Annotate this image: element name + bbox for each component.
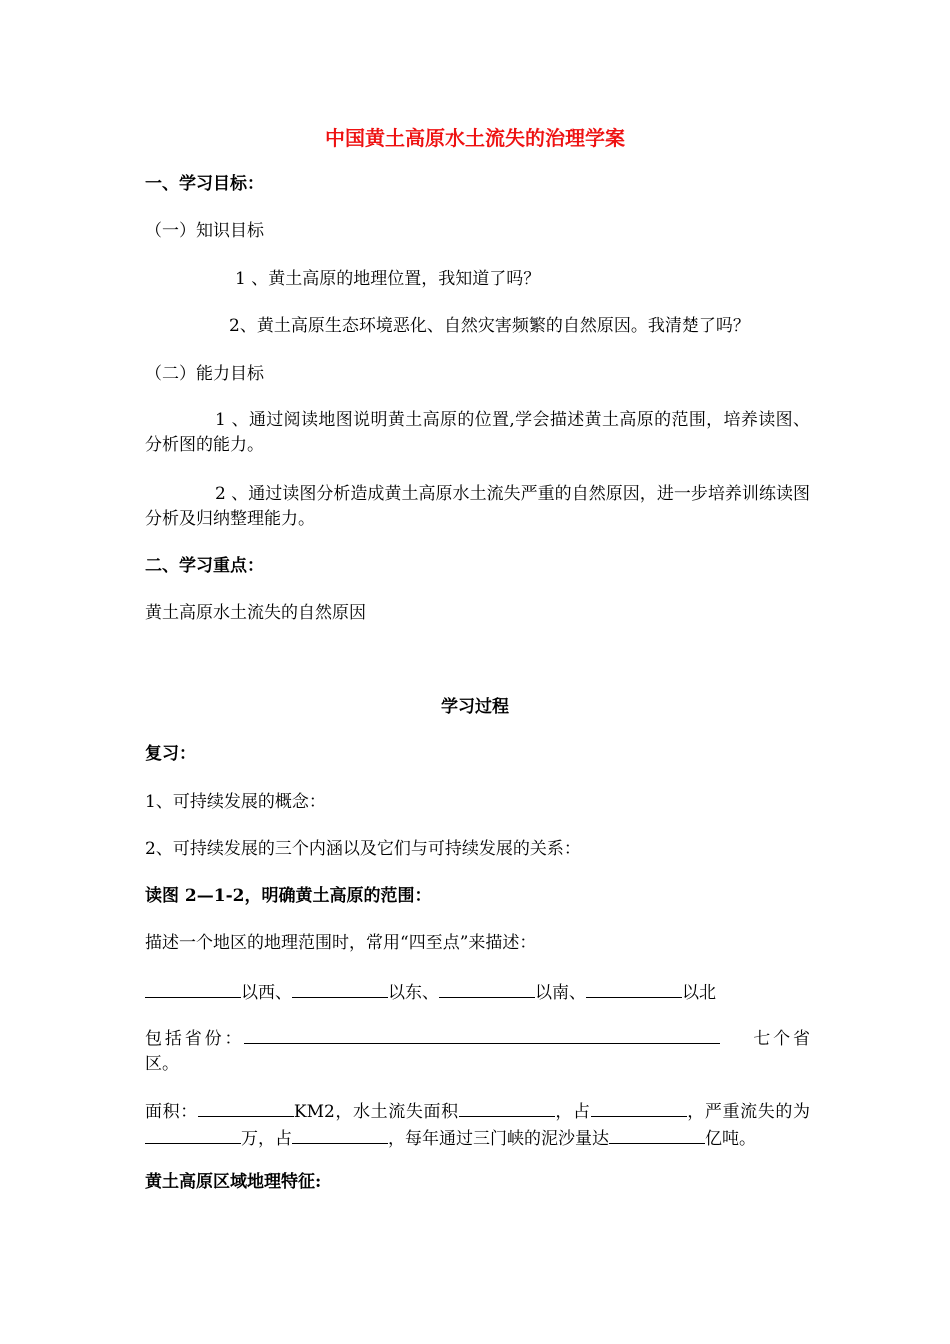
section-heading-focus: 二、学习重点： (145, 556, 264, 576)
blank-severe-ratio[interactable] (292, 1125, 388, 1144)
area-ratio-label: ，占 (554, 1102, 591, 1122)
area-end-label: 亿吨。 (705, 1129, 756, 1149)
blank-severe-area[interactable] (145, 1125, 241, 1144)
knowledge-goals-heading: （一）知识目标 (145, 221, 264, 241)
area-label: 面积： (145, 1102, 198, 1122)
ability-goal-2 (145, 482, 810, 532)
label-west: 以西、 (241, 983, 292, 1003)
area-unit: KM2，水土流失面积 (293, 1102, 459, 1122)
blank-north[interactable] (586, 979, 682, 998)
focus-text: 黄土高原水土流失的自然原因 (145, 603, 366, 623)
page-title: 中国黄土高原水土流失的治理学案 (325, 126, 625, 150)
knowledge-goal-1: 1 、黄土高原的地理位置，我知道了吗？ (235, 269, 541, 289)
knowledge-goal-2: 2、黄土高原生态环境恶化、自然灾害频繁的自然原因。我清楚了吗？ (229, 316, 750, 336)
label-east: 以东、 (388, 983, 439, 1003)
area-line (145, 1098, 810, 1152)
area-wan-label: 万，占 (241, 1129, 292, 1149)
review-item-1: 1、可持续发展的概念： (145, 792, 326, 812)
ability-goal-1 (145, 408, 810, 458)
review-heading: 复习： (145, 744, 196, 764)
boundary-fill-line (145, 979, 716, 1005)
map-description: 描述一个地区的地理范围时，常用“四至点”来描述： (145, 933, 537, 953)
blank-east[interactable] (292, 979, 388, 998)
blank-south[interactable] (439, 979, 535, 998)
blank-erosion-ratio[interactable] (591, 1098, 687, 1117)
features-heading: 黄土高原区域地理特征: (145, 1172, 322, 1192)
blank-erosion-area[interactable] (459, 1098, 555, 1117)
blank-west[interactable] (145, 979, 241, 998)
blank-sediment[interactable] (609, 1125, 705, 1144)
review-item-2: 2、可持续发展的三个内涵以及它们与可持续发展的关系： (145, 839, 581, 859)
ability-goal-1-text: 1 、通过阅读地图说明黄土高原的位置,学会描述黄土高原的范围，培养读图、分析图的能力。 (145, 410, 810, 455)
area-severe-label: ，严重流失的为 (686, 1102, 811, 1122)
map-reading-heading: 读图 2—1-2，明确黄土高原的范围： (145, 886, 432, 906)
blank-provinces[interactable] (244, 1025, 720, 1044)
ability-goal-2-text: 2 、通过读图分析造成黄土高原水土流失严重的自然原因，进一步培养训练读图分析及归纳整理能力。 (145, 484, 810, 529)
blank-area[interactable] (198, 1098, 294, 1117)
provinces-suffix: 七个省区。 (145, 1029, 810, 1074)
process-heading: 学习过程 (441, 697, 509, 717)
section-heading-goals: 一、学习目标： (145, 174, 264, 194)
label-north: 以北 (682, 983, 716, 1003)
area-sanmen-label: ，每年通过三门峡的泥沙量达 (388, 1129, 609, 1149)
ability-goals-heading: （二）能力目标 (145, 364, 264, 384)
provinces-line (145, 1025, 810, 1077)
label-south: 以南、 (535, 983, 586, 1003)
provinces-label: 包括省份： (145, 1029, 245, 1049)
